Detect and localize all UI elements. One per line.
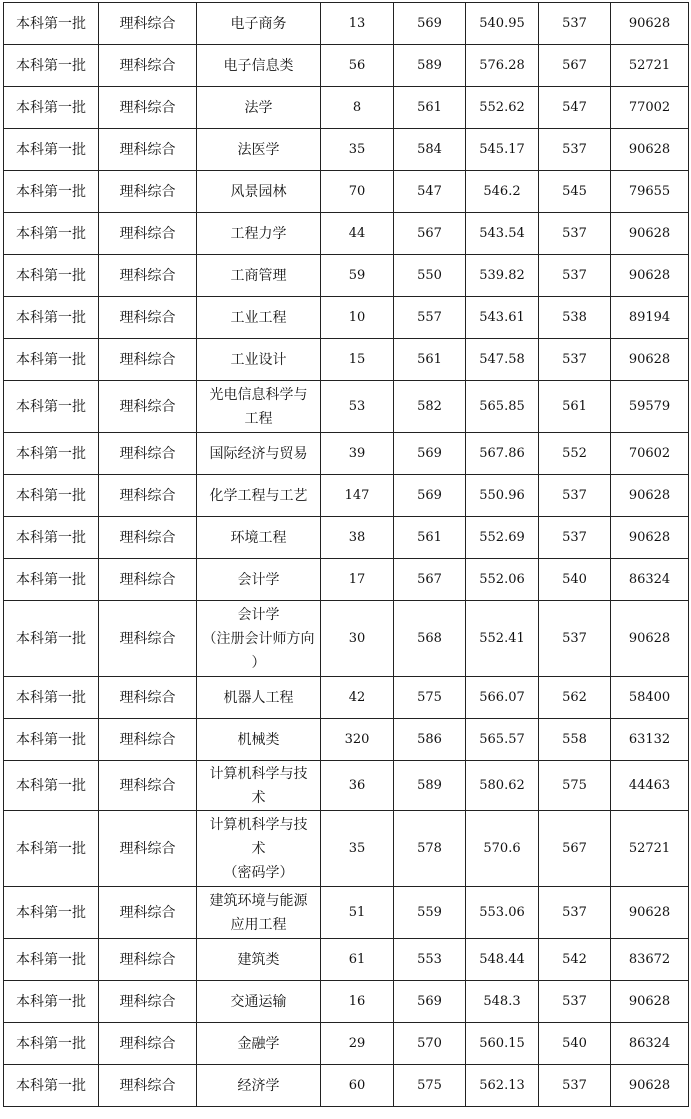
category-cell: 理科综合 (99, 887, 197, 939)
min-score-cell: 537 (539, 339, 611, 381)
max-score-cell: 582 (394, 381, 466, 433)
plan-count-cell: 35 (321, 811, 394, 887)
max-score-cell: 561 (394, 87, 466, 129)
major-cell: 金融学 (197, 1023, 321, 1065)
table-row (4, 887, 689, 939)
category-cell: 理科综合 (99, 811, 197, 887)
category-cell: 理科综合 (99, 3, 197, 45)
min-score-cell: 537 (539, 517, 611, 559)
major-cell: 光电信息科学与 工程 (197, 381, 321, 433)
category-cell: 理科综合 (99, 297, 197, 339)
major-cell: 建筑类 (197, 939, 321, 981)
min-score-cell: 538 (539, 297, 611, 339)
category-cell: 理科综合 (99, 213, 197, 255)
min-score-cell: 547 (539, 87, 611, 129)
min-rank-cell: 59579 (611, 381, 689, 433)
major-cell: 建筑环境与能源 应用工程 (197, 887, 321, 939)
major-cell: 会计学 （注册会计师方向 ） (197, 601, 321, 677)
avg-score-cell: 562.13 (466, 1065, 539, 1107)
avg-score-cell: 543.54 (466, 213, 539, 255)
category-cell: 理科综合 (99, 559, 197, 601)
avg-score-cell: 552.69 (466, 517, 539, 559)
min-rank-cell: 86324 (611, 1023, 689, 1065)
category-cell: 理科综合 (99, 475, 197, 517)
table-row (4, 255, 689, 297)
table-row (4, 1065, 689, 1107)
category-cell: 理科综合 (99, 517, 197, 559)
batch-cell: 本科第一批 (4, 761, 99, 811)
max-score-cell: 586 (394, 719, 466, 761)
min-score-cell: 537 (539, 1065, 611, 1107)
avg-score-cell: 553.06 (466, 887, 539, 939)
table-row (4, 45, 689, 87)
min-score-cell: 537 (539, 255, 611, 297)
batch-cell: 本科第一批 (4, 255, 99, 297)
max-score-cell: 569 (394, 433, 466, 475)
min-rank-cell: 90628 (611, 601, 689, 677)
max-score-cell: 589 (394, 45, 466, 87)
plan-count-cell: 30 (321, 601, 394, 677)
max-score-cell: 557 (394, 297, 466, 339)
max-score-cell: 589 (394, 761, 466, 811)
min-rank-cell: 90628 (611, 887, 689, 939)
major-cell: 国际经济与贸易 (197, 433, 321, 475)
admission-score-table (3, 2, 689, 1107)
table-row (4, 297, 689, 339)
major-cell: 机械类 (197, 719, 321, 761)
min-score-cell: 537 (539, 129, 611, 171)
plan-count-cell: 16 (321, 981, 394, 1023)
category-cell: 理科综合 (99, 45, 197, 87)
batch-cell: 本科第一批 (4, 171, 99, 213)
plan-count-cell: 44 (321, 213, 394, 255)
max-score-cell: 561 (394, 517, 466, 559)
major-cell: 法学 (197, 87, 321, 129)
avg-score-cell: 552.62 (466, 87, 539, 129)
plan-count-cell: 42 (321, 677, 394, 719)
batch-cell: 本科第一批 (4, 1065, 99, 1107)
min-score-cell: 537 (539, 213, 611, 255)
min-score-cell: 562 (539, 677, 611, 719)
max-score-cell: 553 (394, 939, 466, 981)
batch-cell: 本科第一批 (4, 677, 99, 719)
table-row (4, 381, 689, 433)
batch-cell: 本科第一批 (4, 981, 99, 1023)
plan-count-cell: 51 (321, 887, 394, 939)
min-rank-cell: 83672 (611, 939, 689, 981)
major-cell: 计算机科学与技 术 （密码学） (197, 811, 321, 887)
min-score-cell: 575 (539, 761, 611, 811)
plan-count-cell: 60 (321, 1065, 394, 1107)
min-rank-cell: 86324 (611, 559, 689, 601)
min-rank-cell: 90628 (611, 339, 689, 381)
min-rank-cell: 90628 (611, 3, 689, 45)
batch-cell: 本科第一批 (4, 129, 99, 171)
table-row (4, 213, 689, 255)
min-score-cell: 540 (539, 1023, 611, 1065)
plan-count-cell: 61 (321, 939, 394, 981)
major-cell: 化学工程与工艺 (197, 475, 321, 517)
min-score-cell: 537 (539, 981, 611, 1023)
category-cell: 理科综合 (99, 433, 197, 475)
major-cell: 会计学 (197, 559, 321, 601)
min-rank-cell: 90628 (611, 213, 689, 255)
avg-score-cell: 576.28 (466, 45, 539, 87)
batch-cell: 本科第一批 (4, 939, 99, 981)
plan-count-cell: 8 (321, 87, 394, 129)
table-row (4, 517, 689, 559)
category-cell: 理科综合 (99, 339, 197, 381)
table-row (4, 339, 689, 381)
batch-cell: 本科第一批 (4, 339, 99, 381)
max-score-cell: 575 (394, 677, 466, 719)
avg-score-cell: 548.44 (466, 939, 539, 981)
batch-cell: 本科第一批 (4, 45, 99, 87)
category-cell: 理科综合 (99, 87, 197, 129)
batch-cell: 本科第一批 (4, 559, 99, 601)
category-cell: 理科综合 (99, 981, 197, 1023)
table-row (4, 475, 689, 517)
batch-cell: 本科第一批 (4, 213, 99, 255)
category-cell: 理科综合 (99, 171, 197, 213)
plan-count-cell: 17 (321, 559, 394, 601)
plan-count-cell: 56 (321, 45, 394, 87)
min-rank-cell: 90628 (611, 255, 689, 297)
max-score-cell: 559 (394, 887, 466, 939)
table-row (4, 761, 689, 811)
batch-cell: 本科第一批 (4, 433, 99, 475)
avg-score-cell: 548.3 (466, 981, 539, 1023)
max-score-cell: 567 (394, 213, 466, 255)
table-row (4, 677, 689, 719)
batch-cell: 本科第一批 (4, 1023, 99, 1065)
plan-count-cell: 13 (321, 3, 394, 45)
plan-count-cell: 70 (321, 171, 394, 213)
category-cell: 理科综合 (99, 939, 197, 981)
batch-cell: 本科第一批 (4, 381, 99, 433)
plan-count-cell: 53 (321, 381, 394, 433)
plan-count-cell: 38 (321, 517, 394, 559)
min-rank-cell: 90628 (611, 981, 689, 1023)
plan-count-cell: 59 (321, 255, 394, 297)
category-cell: 理科综合 (99, 381, 197, 433)
batch-cell: 本科第一批 (4, 601, 99, 677)
plan-count-cell: 147 (321, 475, 394, 517)
max-score-cell: 584 (394, 129, 466, 171)
batch-cell: 本科第一批 (4, 3, 99, 45)
avg-score-cell: 552.06 (466, 559, 539, 601)
major-cell: 环境工程 (197, 517, 321, 559)
table-body (4, 3, 689, 1107)
table-row (4, 3, 689, 45)
major-cell: 计算机科学与技 术 (197, 761, 321, 811)
min-rank-cell: 52721 (611, 45, 689, 87)
batch-cell: 本科第一批 (4, 719, 99, 761)
category-cell: 理科综合 (99, 1065, 197, 1107)
table-row (4, 939, 689, 981)
max-score-cell: 570 (394, 1023, 466, 1065)
min-score-cell: 540 (539, 559, 611, 601)
max-score-cell: 561 (394, 339, 466, 381)
max-score-cell: 568 (394, 601, 466, 677)
avg-score-cell: 543.61 (466, 297, 539, 339)
min-score-cell: 537 (539, 475, 611, 517)
plan-count-cell: 320 (321, 719, 394, 761)
min-score-cell: 558 (539, 719, 611, 761)
major-cell: 工程力学 (197, 213, 321, 255)
max-score-cell: 547 (394, 171, 466, 213)
min-rank-cell: 70602 (611, 433, 689, 475)
min-rank-cell: 44463 (611, 761, 689, 811)
plan-count-cell: 29 (321, 1023, 394, 1065)
min-score-cell: 567 (539, 45, 611, 87)
batch-cell: 本科第一批 (4, 297, 99, 339)
plan-count-cell: 10 (321, 297, 394, 339)
major-cell: 电子商务 (197, 3, 321, 45)
avg-score-cell: 546.2 (466, 171, 539, 213)
major-cell: 工业设计 (197, 339, 321, 381)
min-rank-cell: 90628 (611, 1065, 689, 1107)
major-cell: 工商管理 (197, 255, 321, 297)
plan-count-cell: 35 (321, 129, 394, 171)
table-row (4, 1023, 689, 1065)
major-cell: 电子信息类 (197, 45, 321, 87)
avg-score-cell: 540.95 (466, 3, 539, 45)
table-row (4, 129, 689, 171)
min-score-cell: 552 (539, 433, 611, 475)
min-score-cell: 561 (539, 381, 611, 433)
min-rank-cell: 89194 (611, 297, 689, 339)
avg-score-cell: 567.86 (466, 433, 539, 475)
avg-score-cell: 552.41 (466, 601, 539, 677)
max-score-cell: 575 (394, 1065, 466, 1107)
plan-count-cell: 36 (321, 761, 394, 811)
min-rank-cell: 79655 (611, 171, 689, 213)
min-rank-cell: 90628 (611, 517, 689, 559)
max-score-cell: 567 (394, 559, 466, 601)
min-score-cell: 537 (539, 601, 611, 677)
min-rank-cell: 63132 (611, 719, 689, 761)
avg-score-cell: 565.57 (466, 719, 539, 761)
major-cell: 法医学 (197, 129, 321, 171)
table-row (4, 601, 689, 677)
avg-score-cell: 550.96 (466, 475, 539, 517)
table-row (4, 981, 689, 1023)
major-cell: 交通运输 (197, 981, 321, 1023)
category-cell: 理科综合 (99, 719, 197, 761)
major-cell: 工业工程 (197, 297, 321, 339)
min-score-cell: 567 (539, 811, 611, 887)
min-rank-cell: 52721 (611, 811, 689, 887)
avg-score-cell: 580.62 (466, 761, 539, 811)
batch-cell: 本科第一批 (4, 887, 99, 939)
category-cell: 理科综合 (99, 761, 197, 811)
table-row (4, 433, 689, 475)
avg-score-cell: 539.82 (466, 255, 539, 297)
min-score-cell: 537 (539, 3, 611, 45)
avg-score-cell: 545.17 (466, 129, 539, 171)
max-score-cell: 550 (394, 255, 466, 297)
avg-score-cell: 570.6 (466, 811, 539, 887)
min-score-cell: 537 (539, 887, 611, 939)
major-cell: 机器人工程 (197, 677, 321, 719)
table-row (4, 87, 689, 129)
min-score-cell: 545 (539, 171, 611, 213)
batch-cell: 本科第一批 (4, 87, 99, 129)
batch-cell: 本科第一批 (4, 475, 99, 517)
max-score-cell: 578 (394, 811, 466, 887)
category-cell: 理科综合 (99, 129, 197, 171)
category-cell: 理科综合 (99, 1023, 197, 1065)
table-row (4, 171, 689, 213)
plan-count-cell: 15 (321, 339, 394, 381)
batch-cell: 本科第一批 (4, 811, 99, 887)
max-score-cell: 569 (394, 475, 466, 517)
table-row (4, 559, 689, 601)
min-rank-cell: 90628 (611, 475, 689, 517)
min-score-cell: 542 (539, 939, 611, 981)
category-cell: 理科综合 (99, 255, 197, 297)
avg-score-cell: 547.58 (466, 339, 539, 381)
category-cell: 理科综合 (99, 677, 197, 719)
avg-score-cell: 566.07 (466, 677, 539, 719)
avg-score-cell: 560.15 (466, 1023, 539, 1065)
min-rank-cell: 58400 (611, 677, 689, 719)
min-rank-cell: 90628 (611, 129, 689, 171)
table-row (4, 811, 689, 887)
plan-count-cell: 39 (321, 433, 394, 475)
max-score-cell: 569 (394, 3, 466, 45)
avg-score-cell: 565.85 (466, 381, 539, 433)
major-cell: 风景园林 (197, 171, 321, 213)
category-cell: 理科综合 (99, 601, 197, 677)
major-cell: 经济学 (197, 1065, 321, 1107)
table-row (4, 719, 689, 761)
batch-cell: 本科第一批 (4, 517, 99, 559)
max-score-cell: 569 (394, 981, 466, 1023)
min-rank-cell: 77002 (611, 87, 689, 129)
